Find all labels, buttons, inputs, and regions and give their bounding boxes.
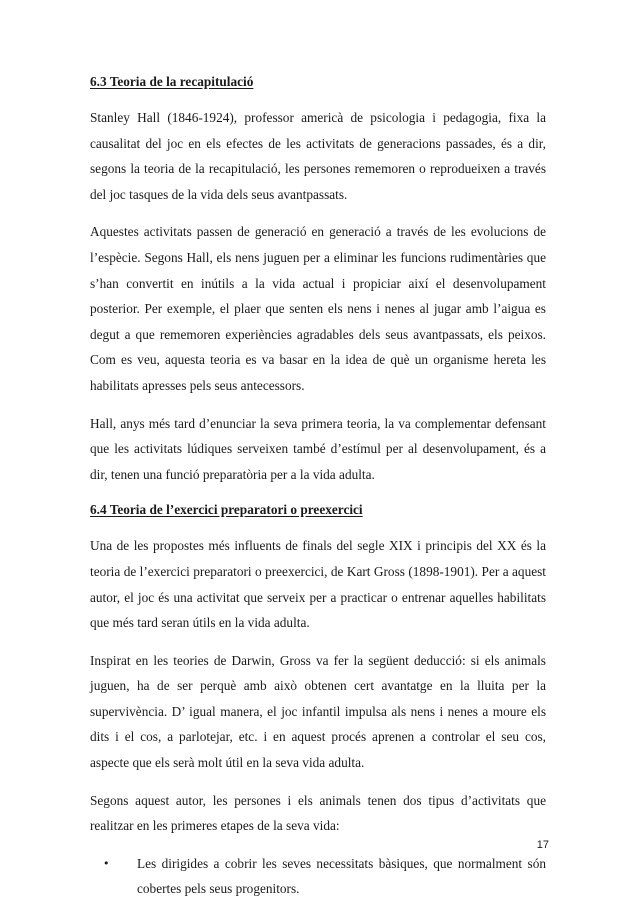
- list-item-text: Les dirigides a cobrir les seves necessitats bàsiques, que normalment són cobertes pels seus progenitors.: [137, 855, 546, 897]
- page-number: 17: [536, 839, 549, 851]
- paragraph: Inspirat en les teories de Darwin, Gross va fer la següent deducció: si els animals juguen, ha de ser perquè amb això obtenen cert avantatge en la lluita per la supervivència. D’ igual manera, el joc infantil impulsa als nens i nenes a moure els dits i el cos, a parlotejar, etc. i en aquest procés aprenen a controlar el seu cos, aspecte que els serà molt útil en la seva vida adulta.: [90, 652, 546, 771]
- bullet-icon: •: [103, 856, 110, 870]
- list-item: [101, 851, 546, 902]
- paragraph: Stanley Hall (1846-1924), professor americà de psicologia i pedagogia, fixa la causalitat del joc en els efectes de les activitats de generacions passades, és a dir, segons la teoria de la recapitulació, les persones rememoren o reprodueixen a través del joc tasques de la vida dels seus avantpassats.: [90, 110, 546, 202]
- section-heading-6-3: 6.3 Teoria de la recapitulació: [90, 74, 254, 89]
- paragraph: Aquestes activitats passen de generació en generació a través de les evolucions de l’espècie. Segons Hall, els nens juguen per a eliminar les funcions rudimentàries que s’han convertit en inútils a la vida actual i propiciar així el desenvolupament posterior. Per exemple, el plaer que senten els nens i nenes al jugar amb l’aigua es degut a que rememoren experiències agradables dels seus avantpassats, els peixos. Com es veu, aquesta teoria es va basar en la idea de què un organisme hereta les habilitats apresses pels seus antecessors.: [90, 224, 546, 393]
- document-body: [90, 71, 546, 902]
- bullet-list: [90, 851, 546, 902]
- section-heading-6-4: 6.4 Teoria de l’exercici preparatori o preexercici: [90, 502, 363, 518]
- paragraph: Una de les propostes més influents de finals del segle XIX i principis del XX és la teoria de l’exercici preparatori o preexercici, de Kart Gross (1898-1901). Per a aquest autor, el joc és una activitat que serveix per a practicar o entrenar aquelles habilitats que més tard seran útils en la vida adulta.: [90, 538, 546, 631]
- paragraph: Segons aquest autor, les persones i els animals tenen dos tipus d’activitats que realitzar en les primeres etapes de la seva vida:: [90, 792, 546, 834]
- paragraph: Hall, anys més tard d’enunciar la seva primera teoria, la va complementar defensant que les activitats lúdiques serveixen també d’estímul per al desenvolupament, és a dir, tenen una funció preparatòria per a la vida adulta.: [90, 415, 546, 482]
